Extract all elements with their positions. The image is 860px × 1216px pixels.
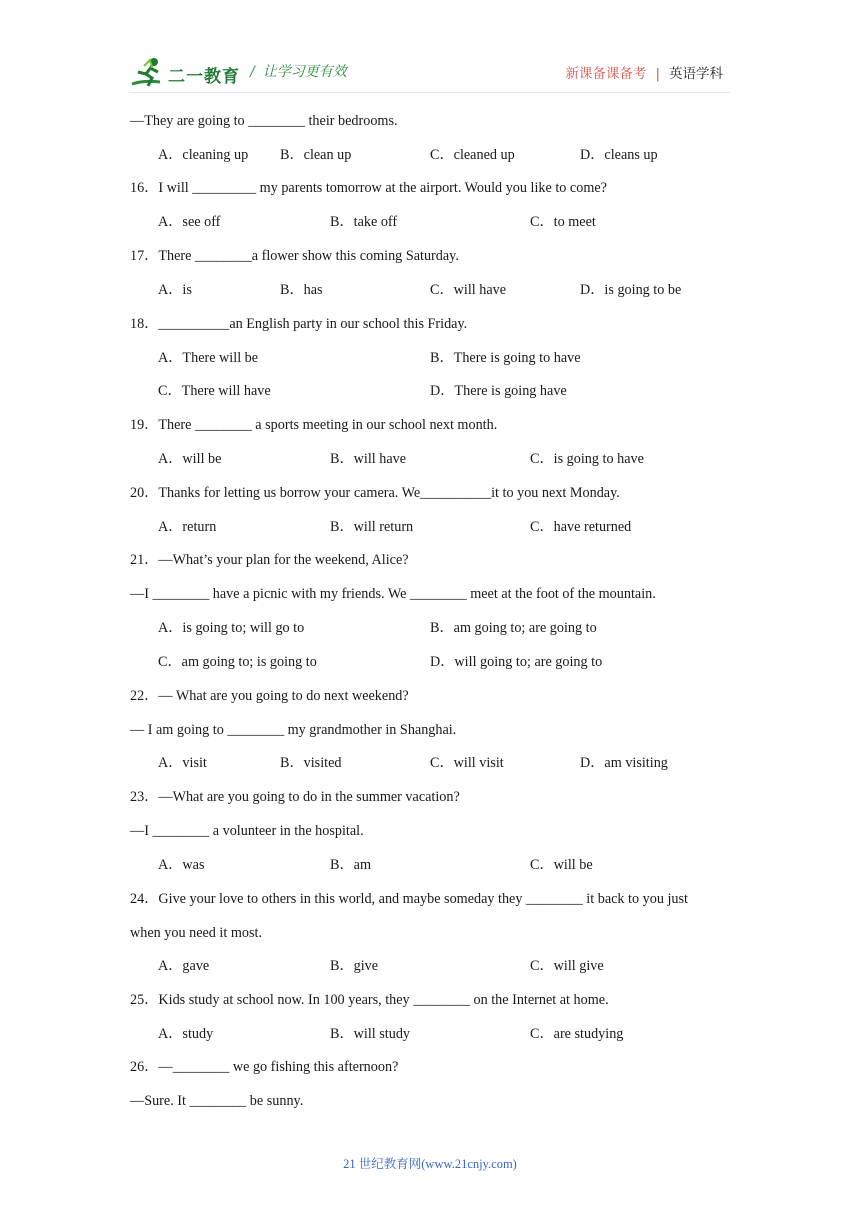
header-right: [565, 62, 723, 82]
runner-logo-icon: [130, 56, 170, 90]
answer-option: D．will going to; are going to: [430, 654, 603, 670]
answer-option: C．cleaned up: [430, 147, 515, 163]
slogan-separator: /: [250, 64, 255, 80]
answer-option: A．is: [158, 282, 192, 298]
answer-option: C．will visit: [430, 755, 504, 771]
header-separator: |: [655, 66, 660, 82]
answer-option: B．has: [280, 282, 323, 298]
answer-option: B．am: [330, 857, 371, 873]
answer-option: D．There is going have: [430, 383, 567, 399]
question-line: 16．I will _________ my parents tomorrow at the airport. Would you like to come?: [130, 180, 607, 196]
header-kind: 新课备课备考: [565, 66, 647, 82]
answer-option: A．will be: [158, 451, 222, 467]
answer-option: A．is going to; will go to: [158, 620, 305, 636]
answer-option: B．am going to; are going to: [430, 620, 597, 636]
answer-option: C．will be: [530, 857, 593, 873]
header-subject: 英语学科: [669, 66, 723, 82]
logo-text: 二一教育: [168, 67, 240, 87]
page-footer: 21 世纪教育网(www.21cnjy.com): [343, 1157, 517, 1171]
answer-option: B．give: [330, 958, 379, 974]
answer-option: C．will have: [430, 282, 507, 298]
slogan-text: 让学习更有效: [262, 64, 347, 80]
question-line: —Sure. It ________ be sunny.: [130, 1093, 304, 1109]
page-header: [0, 0, 860, 100]
question-line: —I ________ have a picnic with my friends. We ________ meet at the foot of the mountain.: [130, 586, 656, 602]
answer-option: D．is going to be: [580, 282, 682, 298]
question-line: 26．—________ we go fishing this afternoon?: [130, 1059, 399, 1075]
question-line: 22．— What are you going to do next weekend?: [130, 688, 409, 704]
answer-option: C．There will have: [158, 383, 271, 399]
question-line: —They are going to ________ their bedrooms.: [130, 113, 398, 129]
answer-option: B．visited: [280, 755, 342, 771]
answer-option: B．clean up: [280, 147, 352, 163]
answer-option: A．was: [158, 857, 205, 873]
answer-option: D．cleans up: [580, 147, 658, 163]
question-line: 20．Thanks for letting us borrow your camera. We__________it to you next Monday.: [130, 485, 620, 501]
answer-option: C．will give: [530, 958, 604, 974]
question-line: 17．There ________a flower show this coming Saturday.: [130, 248, 459, 264]
question-line: 19．There ________ a sports meeting in our school next month.: [130, 417, 498, 433]
answer-option: A．study: [158, 1026, 214, 1042]
question-line: 24．Give your love to others in this world, and maybe someday they ________ it back to you just: [130, 891, 688, 907]
answer-option: A．There will be: [158, 350, 259, 366]
question-line: 25．Kids study at school now. In 100 years, they ________ on the Internet at home.: [130, 992, 609, 1008]
header-rule: [130, 92, 730, 93]
answer-option: A．return: [158, 519, 217, 535]
answer-option: C．have returned: [530, 519, 632, 535]
answer-option: C．am going to; is going to: [158, 654, 317, 670]
question-line: — I am going to ________ my grandmother in Shanghai.: [130, 722, 457, 738]
answer-option: D．am visiting: [580, 755, 668, 771]
question-line: 23．—What are you going to do in the summer vacation?: [130, 789, 460, 805]
question-line: 21．—What’s your plan for the weekend, Alice?: [130, 552, 409, 568]
answer-option: B．take off: [330, 214, 398, 230]
answer-option: B．There is going to have: [430, 350, 581, 366]
answer-option: C．are studying: [530, 1026, 624, 1042]
answer-option: A．gave: [158, 958, 210, 974]
answer-option: C．is going to have: [530, 451, 644, 467]
slogan: [250, 61, 347, 81]
logo: [130, 56, 250, 90]
answer-option: B．will return: [330, 519, 414, 535]
question-line: 18．__________an English party in our school this Friday.: [130, 316, 468, 332]
answer-option: C．to meet: [530, 214, 596, 230]
question-line: —I ________ a volunteer in the hospital.: [130, 823, 364, 839]
answer-option: B．will have: [330, 451, 407, 467]
answer-option: A．see off: [158, 214, 221, 230]
answer-option: A．cleaning up: [158, 147, 249, 163]
question-line: when you need it most.: [130, 925, 263, 941]
answer-option: A．visit: [158, 755, 207, 771]
answer-option: B．will study: [330, 1026, 411, 1042]
